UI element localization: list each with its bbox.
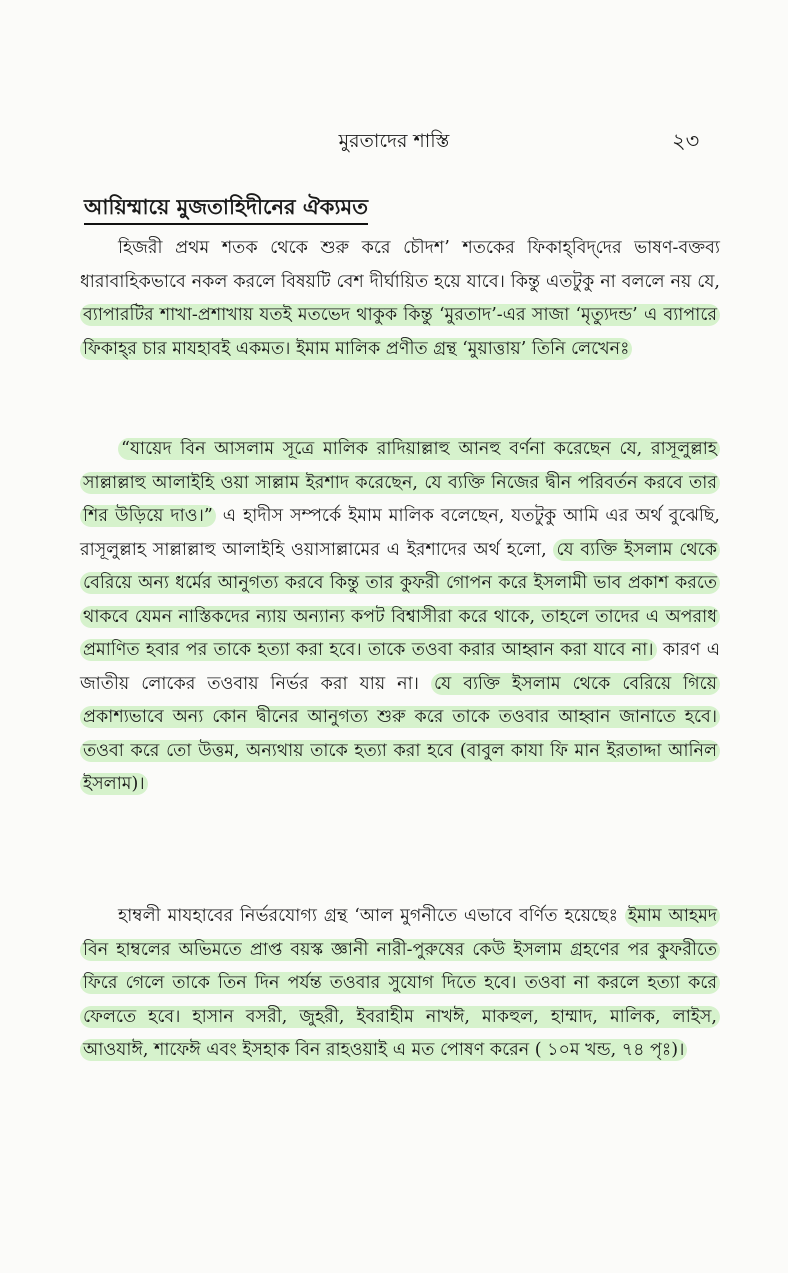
paragraph-hadith bbox=[80, 433, 720, 802]
highlighted-passage: ইমাম আহমদ বিন হাম্বলের অভিমতে প্রাপ্ত বয়স্ক জ্ঞানী নারী-পুরুষের কেউ ইসলাম গ্রহণের পর কুফরীতে ফিরে গেলে তাকে তিন দিন পর্যন্ত তওবার সুযোগ দিতে হবে। তওবা না করলে হত্যা করে ফেলতে হবে। হাসান বসরী, জুহরী, ইবরাহীম নাখঈ, মাকহুল, হাম্মাদ, মালিক, লাইস, আওযাঈ, শাফেঈ এবং ইসহাক বিন রাহওয়াই এ মত পোষণ করেন ( ১০ম খন্ড, ৭৪ পৃঃ)। bbox=[80, 905, 720, 1061]
highlighted-hadith-quote: “যায়েদ বিন আসলাম সূত্রে মালিক রাদিয়াল্লাহু আনহু বর্ণনা করেছেন যে, রাসূলুল্লাহ সাল্লাল্লাহু আলাইহি ওয়া সাল্লাম ইরশাদ করেছেন, যে ব্যক্তি নিজের দ্বীন পরিবর্তন করবে তার শির উড়িয়ে দাও।” bbox=[80, 438, 720, 527]
highlighted-passage: যে ব্যক্তি ইসলাম থেকে বেরিয়ে অন্য ধর্মের আনুগত্য করবে কিন্তু তার কুফরী গোপন করে ইসলামী ভাব প্রকাশ করতে থাকবে যেমন নাস্তিকদের ন্যায় অন্যান্য কপট বিশ্বাসীরা করে থাকে, তাহলে তাদের এ অপরাধ প্রমাণিত হবার পর তাকে হত্যা করা হবে। তাকে তওবা করার আহ্বান করা যাবে না। bbox=[80, 539, 720, 662]
paragraph-hanbali-text: হাম্বলী মাযহাবের নির্ভরযোগ্য গ্রন্থ ‘আল মুগনীতে এভাবে বর্ণিত হয়েছেঃ bbox=[118, 906, 625, 926]
paragraph-hanbali bbox=[80, 900, 720, 1068]
paragraph-hadith-text: এ হাদীস সম্পর্কে ইমাম মালিক বলেছেন, যতটুকু আমি এর অর্থ বুঝেছি, রাসূলুল্লাহ সাল্লাল্লাহু আলাইহি ওয়াসাল্লামের এ ইরশাদের অর্থ হলো, bbox=[80, 506, 720, 560]
paragraph-intro bbox=[80, 232, 720, 366]
running-title: মুরতাদের শাস্তি bbox=[338, 130, 450, 152]
highlighted-passage: ব্যাপারটির শাখা-প্রশাখায় যতই মতভেদ থাকুক কিন্তু ‘মুরতাদ’-এর সাজা ‘মৃত্যুদন্ড’ এ ব্যাপারে ফিকাহ্‌র চার মাযহাবই একমত। ইমাম মালিক প্রণীত গ্রন্থ ‘মুয়াত্তায়’ তিনি লেখেনঃ bbox=[80, 304, 720, 360]
paragraph-hadith-text: কারণ এ জাতীয় লোকের তওবায় নির্ভর করা যায় না। bbox=[80, 640, 721, 694]
paragraph-intro-text: হিজরী প্রথম শতক থেকে শুরু করে চৌদশ’ শতকের ফিকাহ্‌বিদ্‌দের ভাষণ-বক্তব্য ধারাবাহিকভাবে নকল করলে বিষয়টি বেশ দীর্ঘায়িত হয়ে যাবে। কিন্তু এতটুকু না বললে নয় যে, bbox=[80, 238, 720, 292]
section-heading: আয়িম্মায়ে মুজতাহিদীনের ঐক্যমত bbox=[84, 192, 368, 225]
page-number: ২৩ bbox=[672, 129, 700, 153]
highlighted-passage: যে ব্যক্তি ইসলাম থেকে বেরিয়ে গিয়ে প্রকাশ্যভাবে অন্য কোন দ্বীনের আনুগত্য শুরু করে তাকে তওবার আহ্বান জানাতে হবে। তওবা করে তো উত্তম, অন্যথায় তাকে হত্যা করা হবে (বাবুল কাযা ফি মান ইরতাদ্দা আনিল ইসলাম)। bbox=[80, 673, 720, 796]
